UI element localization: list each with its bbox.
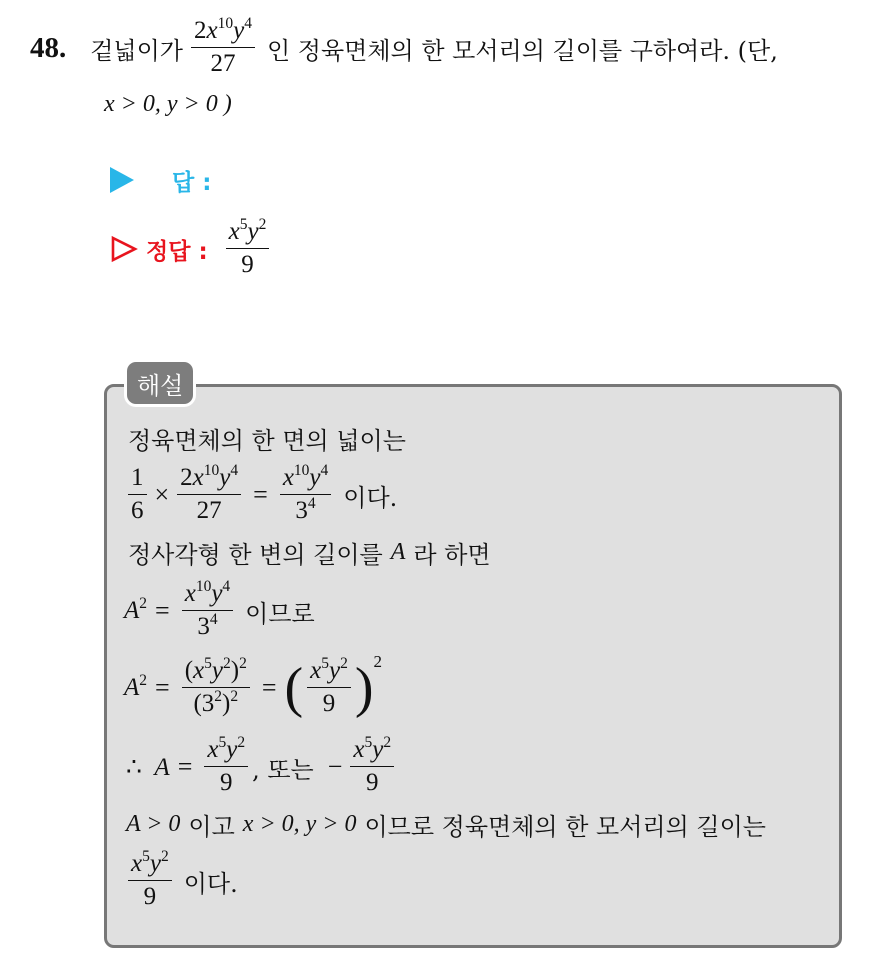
a-squared-fraction: $\frac{x^{10}y^4}{3^4}$ bbox=[182, 580, 233, 642]
condition-text: x > 0, y > 0 ) bbox=[104, 90, 232, 117]
solution-line-8-suffix: 이다. bbox=[183, 869, 238, 898]
solution-line-1 bbox=[128, 420, 406, 456]
question-number: 48. bbox=[30, 31, 67, 64]
surface-area-fraction: $\frac{2x^{10}y^4}{27}$ bbox=[191, 17, 255, 79]
question-condition bbox=[104, 86, 232, 122]
power-fraction: $\frac{(x^5y^2)^2}{(3^2)^2}$ bbox=[182, 657, 250, 719]
final-answer-fraction: $\frac{x^5y^2}{9}$ bbox=[128, 850, 172, 912]
line3-prefix: 정사각형 한 변의 길이를 bbox=[128, 540, 383, 569]
one-sixth-fraction: $\frac{1}{6}$ bbox=[128, 464, 147, 526]
correct-answer-row bbox=[110, 216, 273, 282]
line3-var: A bbox=[390, 538, 406, 565]
solution-line-3 bbox=[128, 534, 491, 570]
question-line-1 bbox=[30, 14, 778, 82]
line6-mid: , 또는 bbox=[252, 755, 314, 784]
solution-tag: 해설 bbox=[127, 362, 193, 404]
positive-root-fraction: $\frac{x^5y^2}{9}$ bbox=[204, 736, 248, 798]
solution-line-2: $\frac{1}{6}$ × $\frac{2x^{10}y^4}{27}$ = $\frac{x^{10}y^4}{3^4}$ 이다. bbox=[124, 460, 397, 530]
solution-line-6: ∴ A = $\frac{x^5y^2}{9}$ , 또는 − $\frac{x^5y^2}{9}$ bbox=[126, 732, 398, 802]
outline-triangle-icon bbox=[110, 235, 138, 263]
line7-a: A > 0 bbox=[126, 810, 181, 837]
solution-line-4-suffix: 이므로 bbox=[245, 599, 315, 628]
line7-b: 이고 bbox=[188, 812, 235, 841]
line7-d: 이므로 정육면체의 한 모서리의 길이는 bbox=[364, 812, 766, 841]
question-text-before: 겉넓이가 bbox=[90, 36, 183, 65]
solution-line-4: $A^2$ = $\frac{x^{10}y^4}{3^4}$ 이므로 bbox=[124, 578, 315, 640]
solution-line-2-suffix: 이다. bbox=[343, 483, 398, 512]
solid-triangle-icon bbox=[110, 167, 134, 193]
negative-root-fraction: $\frac{x^5y^2}{9}$ bbox=[350, 736, 394, 798]
line7-c: x > 0, y > 0 bbox=[242, 810, 357, 837]
face-area-fraction: $\frac{x^{10}y^4}{3^4}$ bbox=[280, 464, 331, 526]
correct-answer-label: 정답 : bbox=[146, 238, 208, 265]
inner-fraction: $\frac{x^5y^2}{9}$ bbox=[307, 657, 351, 719]
answer-label: 답 : bbox=[172, 169, 212, 196]
solution-line-1-text: 정육면체의 한 면의 넓이는 bbox=[128, 426, 406, 455]
line3-suffix: 라 하면 bbox=[413, 540, 491, 569]
solution-line-8 bbox=[124, 846, 238, 916]
solution-line-7 bbox=[126, 806, 766, 842]
answer-blank-row bbox=[110, 162, 211, 198]
solution-line-5: $A^2$ = $\frac{(x^5y^2)^2}{(3^2)^2}$ = ( $\frac{x^5y^2}{9}$ ) 2 bbox=[124, 652, 383, 719]
surface-fraction: $\frac{2x^{10}y^4}{27}$ bbox=[177, 464, 241, 526]
correct-answer-fraction: $\frac{x^5y^2}{9}$ bbox=[226, 218, 270, 280]
question-text-after: 인 정육면체의 한 모서리의 길이를 구하여라. (단, bbox=[266, 36, 778, 65]
